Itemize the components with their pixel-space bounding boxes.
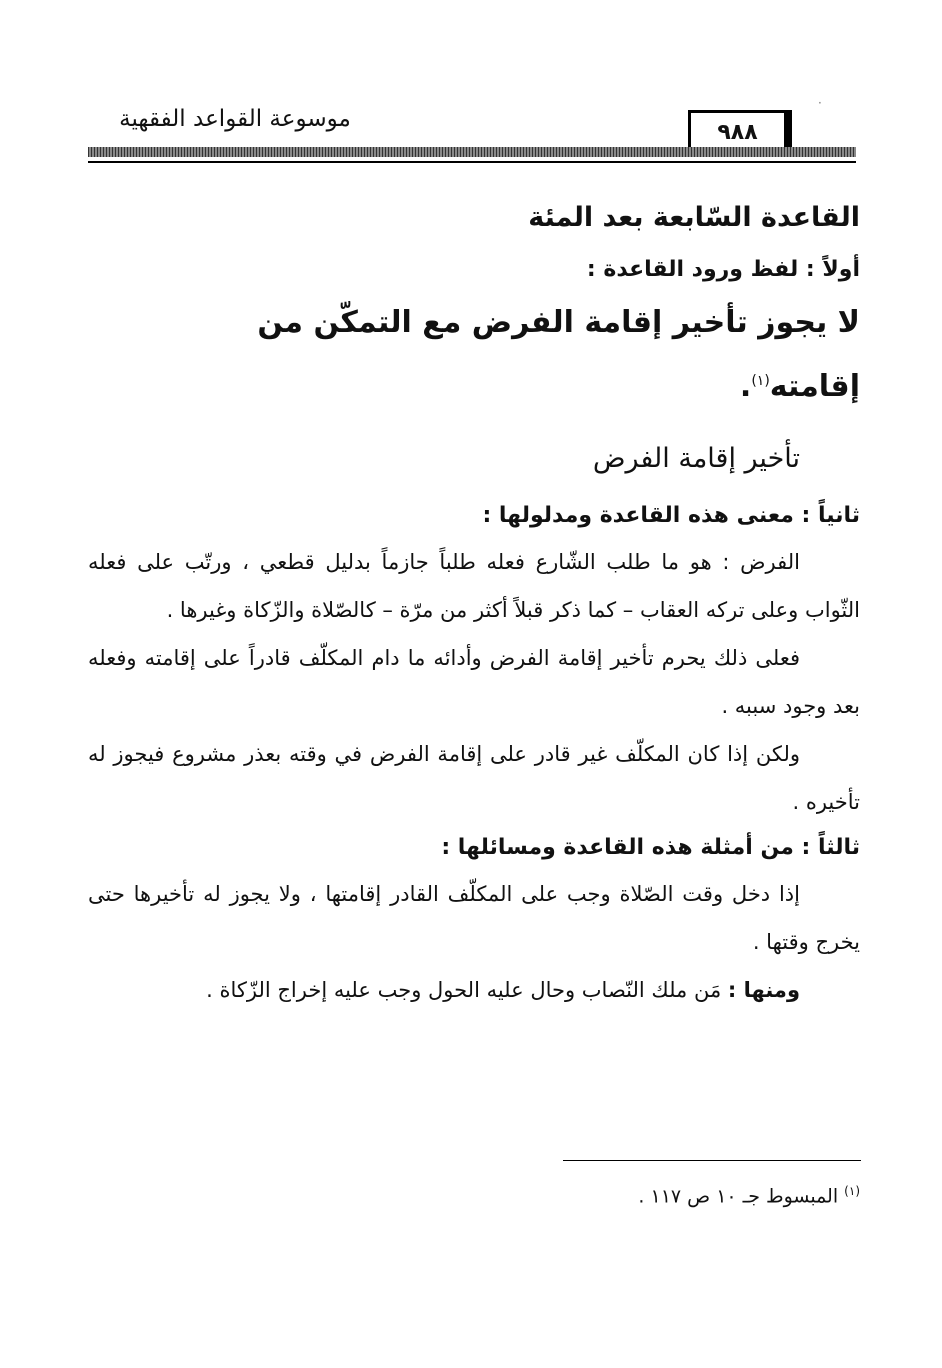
- paragraph: الفرض : هو ما طلب الشّارع فعله طلباً جازماً بدليل قطعي ، ورتّب على فعله الثّواب وعلى تركه العقاب – كما ذكر قبلاً أكثر من مرّة – كالصّلاة والزّكاة وغيرها .: [88, 550, 860, 622]
- footnote: [420, 1176, 860, 1211]
- paragraph-lead: ومنها :: [727, 978, 800, 1002]
- rule-text-line1: لا يجوز تأخير إقامة الفرض مع التمكّن من: [257, 305, 860, 340]
- rule-heading: القاعدة السّابعة بعد المئة: [528, 202, 860, 233]
- header-rule: [88, 147, 856, 157]
- footnote-marker: (١): [844, 1184, 860, 1198]
- running-header-title: موسوعة القواعد الفقهية: [119, 106, 351, 132]
- paragraph: ولكن إذا كان المكلّف غير قادر على إقامة الفرض في وقته بعذر مشروع فيجوز له تأخيره .: [88, 742, 860, 814]
- section-heading-3: ثالثاً : من أمثلة هذه القاعدة ومسائلها :: [441, 835, 860, 860]
- rule-text-end: .: [739, 369, 752, 404]
- footnote-divider: [563, 1160, 861, 1161]
- rule-text-line2: إقامته: [769, 369, 860, 404]
- paragraph: إذا دخل وقت الصّلاة وجب على المكلّف القادر إقامتها ، ولا يجوز له تأخيرها حتى يخرج وقتها .: [88, 882, 860, 954]
- page-body: [88, 190, 860, 1014]
- paragraph-rest: مَن ملك النّصاب وحال عليه الحول وجب عليه إخراج الزّكاة .: [206, 978, 728, 1002]
- rule-text: [88, 294, 860, 416]
- section-heading-2: ثانياً : معنى هذه القاعدة ومدلولها :: [482, 503, 860, 528]
- footnote-ref[interactable]: (١): [751, 373, 770, 389]
- header-rule-thin: [88, 161, 856, 163]
- footnote-text: المبسوط جـ ١٠ ص ١١٧ .: [638, 1185, 845, 1208]
- section-heading-1: أولاً : لفظ ورود القاعدة :: [586, 257, 860, 282]
- rule-subtitle: تأخير إقامة الفرض: [592, 443, 800, 474]
- page-number: ٩٨٨: [688, 110, 792, 154]
- paragraph: فعلى ذلك يحرم تأخير إقامة الفرض وأدائه ما دام المكلّف قادراً على إقامته وفعله بعد وجود سببه .: [88, 646, 860, 718]
- paragraph: [88, 966, 860, 1014]
- scan-mark: ·: [818, 96, 822, 110]
